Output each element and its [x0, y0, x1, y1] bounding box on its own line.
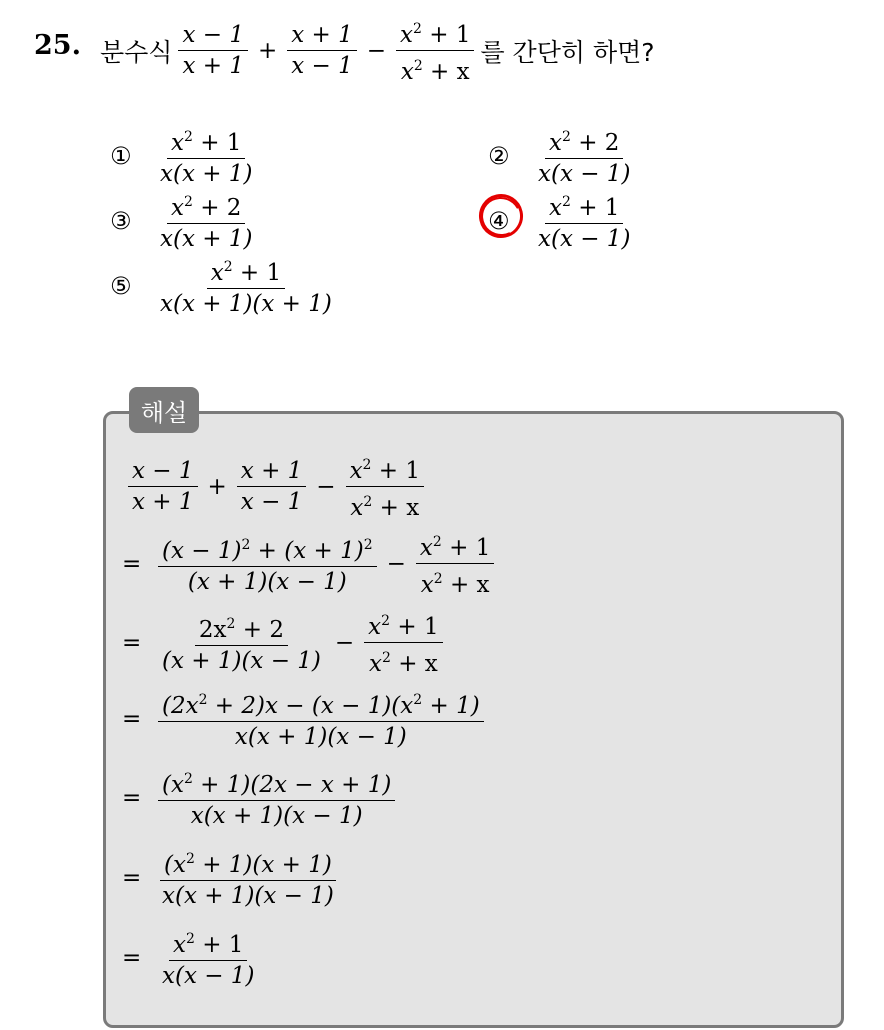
choice-1[interactable]	[110, 122, 262, 189]
fraction-denominator: x + 1	[182, 53, 244, 79]
choice-2[interactable]	[488, 122, 640, 189]
fraction-denominator: x − 1	[291, 53, 353, 79]
solution-label: 해설	[129, 387, 199, 433]
solution-step-0: $\frac{x - 1}{x + 1}$ + $\frac{x + 1}{x - 1}$ − $\frac{x^2 + 1}{x^2 + x}$	[122, 450, 430, 523]
fraction-denominator: $x^2 + x$	[400, 58, 470, 85]
choice-fraction: $\frac{x^2 + 1}{x(x + 1)(x + 1)}$	[156, 252, 336, 319]
fraction-numerator: $x^2 + 1$	[396, 14, 474, 51]
choice-marker: ③	[110, 206, 132, 235]
choice-fraction: $\frac{x^2 + 1}{x(x + 1)}$	[156, 122, 256, 189]
choice-marker: ①	[110, 141, 132, 170]
stem-prefix: 분수식	[100, 37, 173, 67]
stem-fraction-2	[287, 20, 357, 81]
fraction-numerator: x − 1	[178, 20, 248, 51]
choice-fraction: $\frac{x^2 + 1}{x(x - 1)}$	[534, 187, 634, 254]
stem-suffix: 를 간단히 하면?	[480, 37, 655, 67]
choice-marker: ④	[488, 206, 510, 235]
solution-step-5: = $\frac{(x^2 + 1)(x + 1)}{x(x + 1)(x - 1)}$	[122, 844, 344, 911]
choice-fraction: $\frac{x^2 + 2}{x(x - 1)}$	[534, 122, 634, 189]
choice-3[interactable]	[110, 187, 262, 254]
choice-fraction: $\frac{x^2 + 2}{x(x + 1)}$	[156, 187, 256, 254]
choice-marker: ⑤	[110, 271, 132, 300]
question-number: 25.	[34, 30, 81, 61]
question-stem	[100, 14, 655, 87]
plus-operator: +	[257, 37, 278, 64]
solution-step-4: = $\frac{(x^2 + 1)(2x - x + 1)}{x(x + 1)(x - 1)}$	[122, 764, 401, 831]
solution-step-6: = $\frac{x^2 + 1}{x(x - 1)}$	[122, 924, 264, 991]
solution-step-3: = $\frac{(2x^2 + 2)x - (x - 1)(x^2 + 1)}{x(x + 1)(x - 1)}$	[122, 685, 490, 752]
stem-fraction-1	[178, 20, 248, 81]
stem-fraction-3	[396, 14, 474, 87]
solution-step-1: = $\frac{(x - 1)^2 + (x + 1)^2}{(x + 1)(x - 1)}$ − $\frac{x^2 + 1}{x^2 + x}$	[122, 527, 500, 600]
solution-step-2: = $\frac{2x^2 + 2}{(x + 1)(x - 1)}$ − $\frac{x^2 + 1}{x^2 + x}$	[122, 606, 449, 679]
minus-operator: −	[366, 37, 387, 64]
choice-marker: ②	[488, 141, 510, 170]
choice-5[interactable]	[110, 252, 342, 319]
fraction-numerator: x + 1	[287, 20, 357, 51]
